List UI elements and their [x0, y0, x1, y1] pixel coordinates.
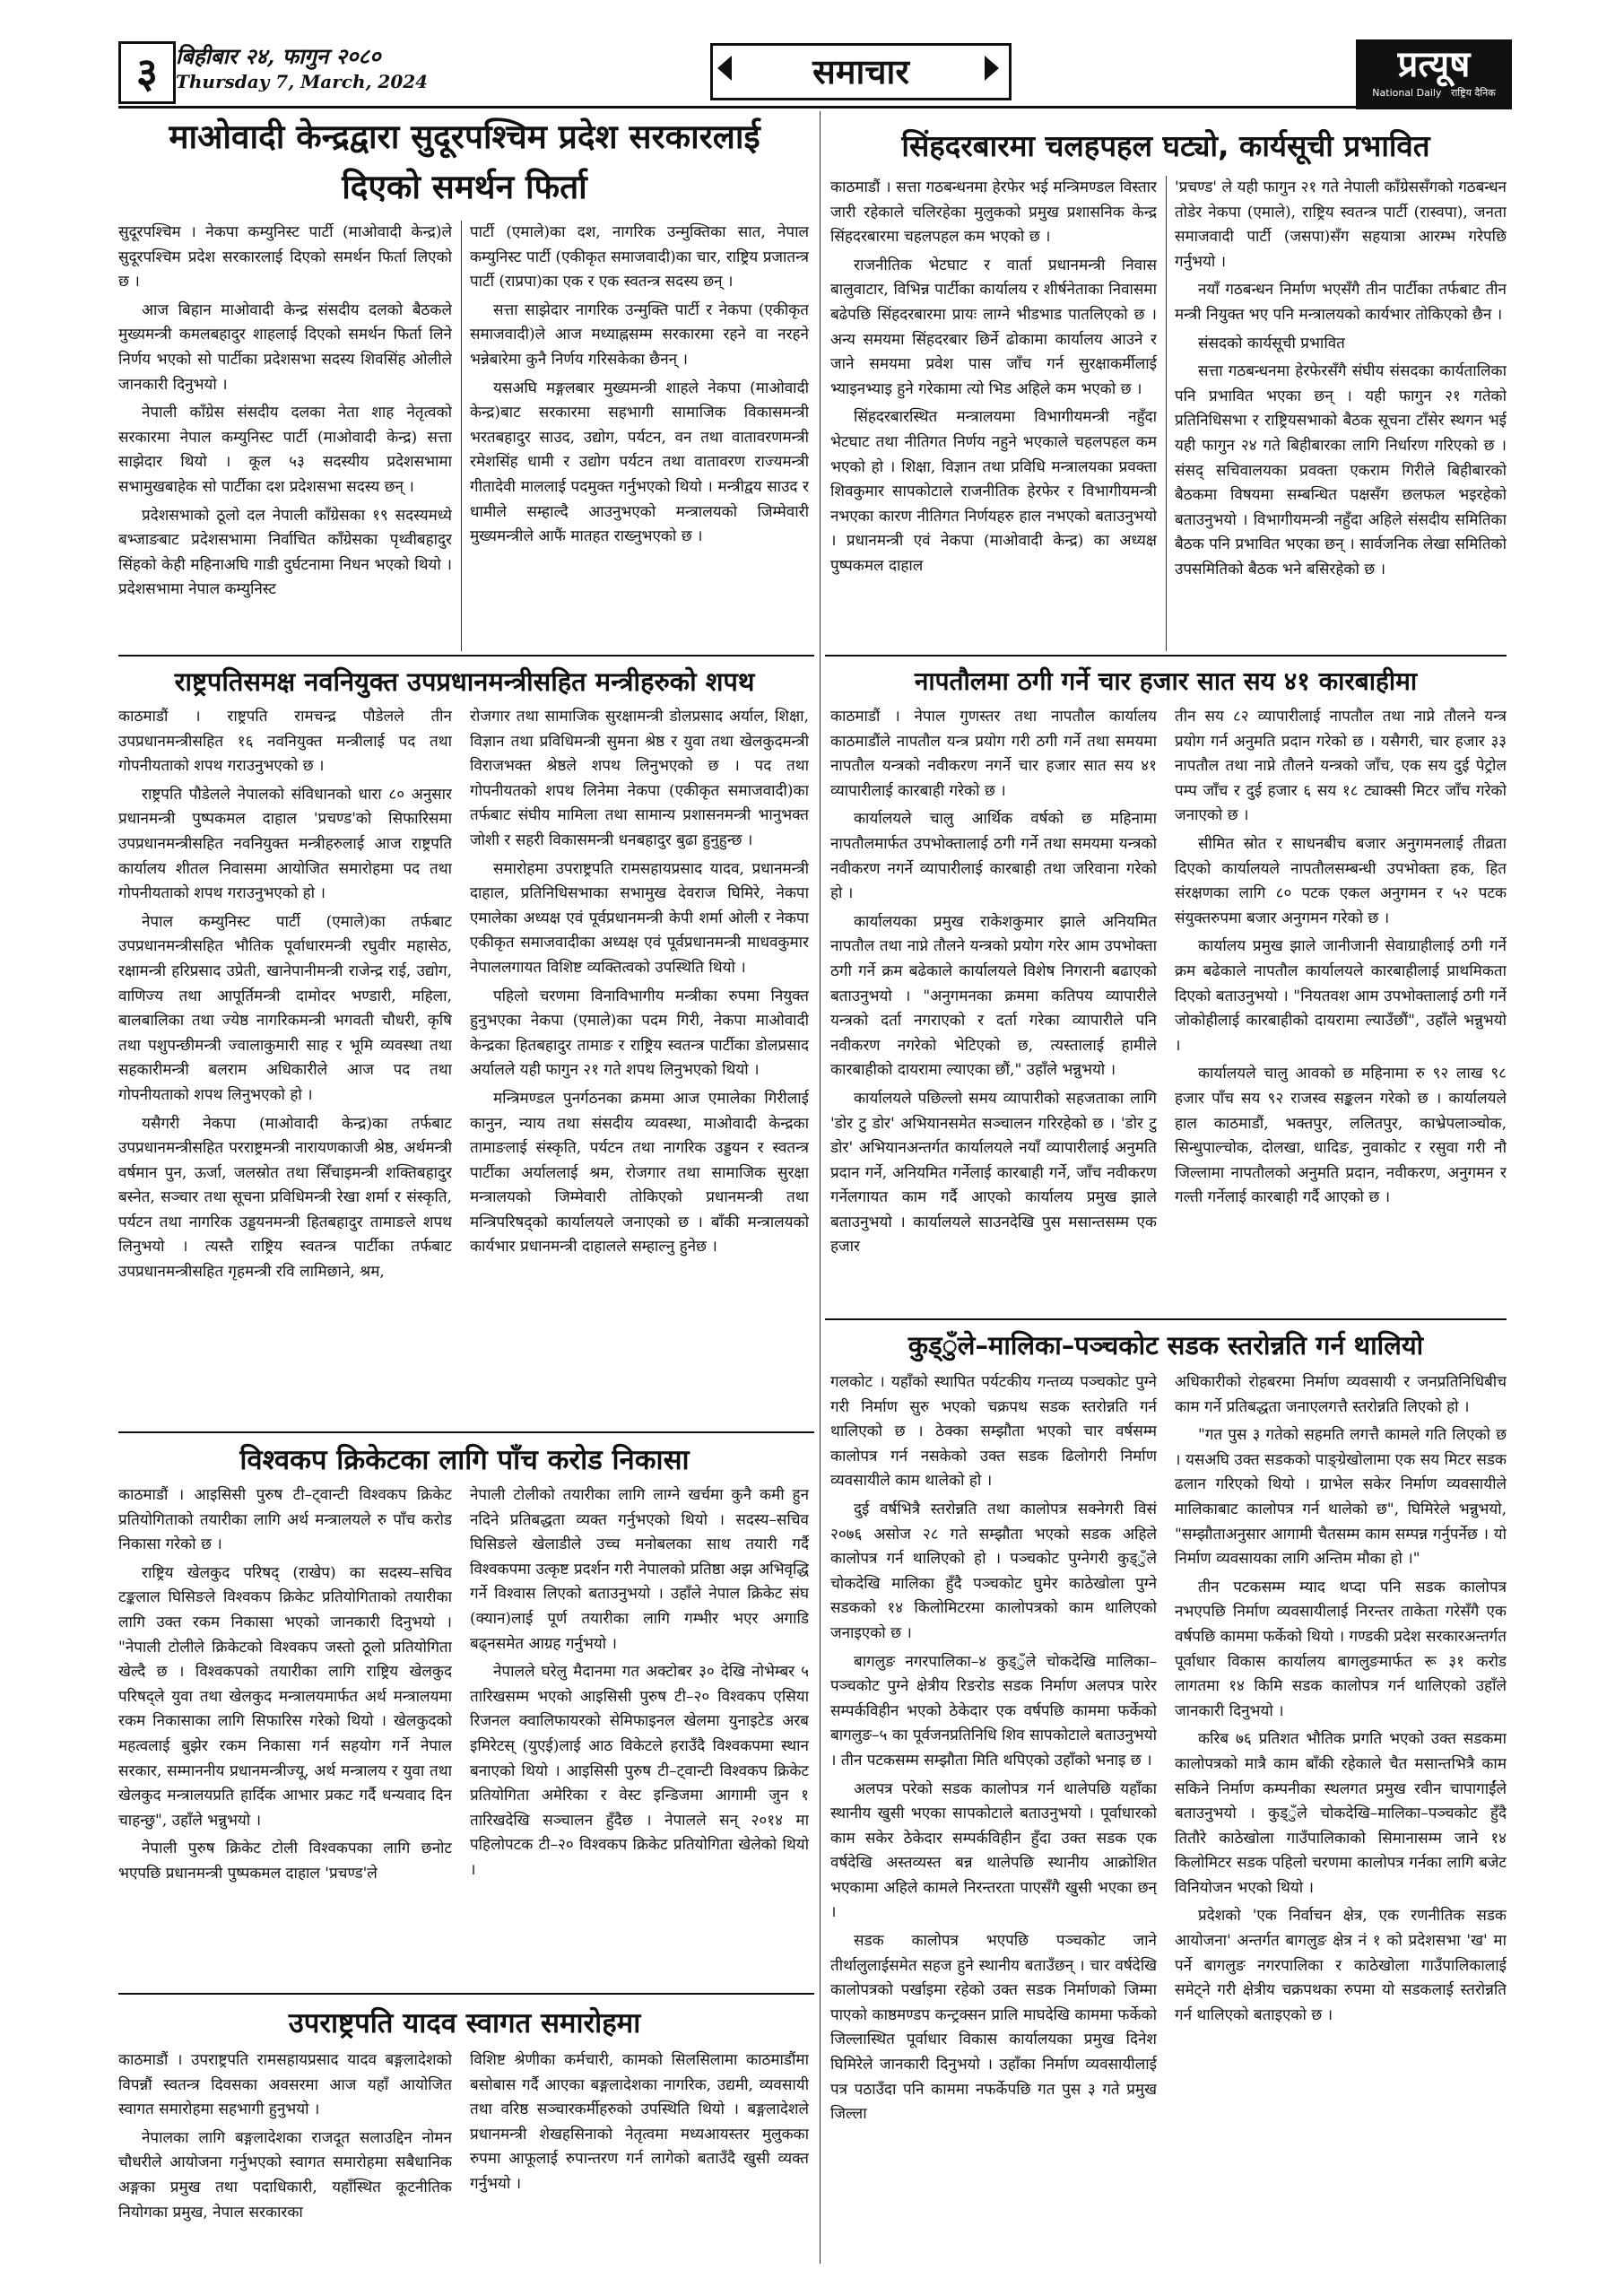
paragraph: प्रदेशसभाको ठूलो दल नेपाली काँग्रेसका १९ सदस्यमध्ये बभ्जाङबाट प्रदेशसभामा निर्वाचित काँग्रेसका पृथ्वीबहादुर सिंहको केही महिनाअघि गाडी दुर्घटनामा निधन भएको थियो । प्रदेशसभामा नेपाल कम्युनिस्ट [118, 506, 452, 599]
logo-text: प्रत्यूष [1397, 44, 1471, 85]
paragraph: दुई वर्षभित्रै स्तरोन्नति तथा कालोपत्र सक्नेगरी विसं २०७६ असोज २८ गते सम्झौता भएको सडक अहिले कालोपत्र गर्न थालिएको हो । पञ्चकोट पुग्नेगरी कुड्ुँले चोकदेखि मालिका हुँदै पञ्चकोट घुमेर काठेखोला पुग्ने सडकको १४ किलोमिटरमा कालोपत्रको काम थालिएको जनाइएको छ । [830, 1500, 1157, 1642]
paragraph: नेपालका लागि बङ्गलादेशका राजदूत सलाउद्दिन नोमन चौधरीले आयोजना गर्नुभएको स्वागत समारोहमा सबैधानिक अङ्गका प्रमुख तथा पदाधिकारी, यहाँस्थित कूटनीतिक नियोगका प्रमुख, नेपाल सरकारका [118, 2128, 452, 2222]
article-column [1175, 705, 1507, 1311]
headline: राष्ट्रपतिसमक्ष नवनियुक्त उपप्रधानमन्त्रीसहित मन्त्रीहरुको शपथ [174, 666, 755, 697]
date-block [176, 41, 428, 92]
paragraph: यसैगरी नेकपा (माओवादी केन्द्र)का तर्फबाट उपप्रधानमन्त्रीसहित परराष्ट्रमन्त्री नारायणकाजी श्रेष्ठ, अर्थमन्त्री वर्षमान पुन, ऊर्जा, जलस्रोत तथा सिँचाइमन्त्री शक्तिबहादुर बस्नेत, सञ्चार तथा सूचना प्रविधिमन्त्री रेखा शर्मा र संस्कृति, पर्यटन तथा नागरिक उड्डयनमन्त्री हितबहादुर तामाङले शपथ लिनुभयो । त्यस्तै राष्ट्रिय स्वतन्त्र पार्टीका तर्फबाट उपप्रधानमन्त्रीसहित गृहमन्त्री रवि लामिछाने, श्रम, [118, 1114, 452, 1282]
paragraph: रोजगार तथा सामाजिक सुरक्षामन्त्री डोलप्रसाद अर्याल, शिक्षा, विज्ञान तथा प्रविधिमन्त्री सुमना श्रेष्ठ र युवा तथा खेलकुदमन्त्री विराजभक्त श्रेष्ठले शपथ लिनुभएको छ । पद तथा गोपनीयतको शपथ लिनेमा नेकपा (एकीकृत समाजवादी)का तर्फबाट संघीय मामिला तथा सामान्य प्रशासनमन्त्री भानुभक्त जोशी र सहरी विकासमन्त्री धनबहादुर बुढा हुनुहुन्छ । [470, 708, 809, 849]
paragraph: नेपाली टोलीको तयारीका लागि लाग्ने खर्चमा कुनै कमी हुन नदिने प्रतिबद्धता व्यक्त गर्नुभएको थियो । सदस्य–सचिव घिसिङले खेलाडीले उच्च मनोबलका साथ तयारी गर्दै विश्वकपमा उत्कृष्ट प्रदर्शन गरी नेपालको प्रतिष्ठा अझ अभिवृद्धि गर्ने विश्वास लिएको बताउनुभयो । उहाँले नेपाल क्रिकेट संघ (क्यान)लाई पूर्ण तयारीका लागि गम्भीर भएर अगाडि बढ्नसमेत आग्रह गर्नुभयो । [470, 1486, 809, 1653]
paragraph: नेपालले घरेलु मैदानमा गत अक्टोबर ३० देखि नोभेम्बर ५ तारिखसम्म भएको आइसिसी पुरुष टी–२० विश्वकप एसिया रिजनल क्वालिफायरको सेमिफाइनल खेलमा युनाइटेड अरब इमिरेटस् (युएई)लाई आठ विकेटले हराउँदै विश्वकपमा स्थान बनाएको थियो । आइसिसी पुरुष टी–ट्वान्टी विश्वकप क्रिकेट प्रतियोगिता अमेरिका र वेस्ट इन्डिजमा आगामी जुन १ तारिखदेखि सञ्चालन हुँदैछ । नेपालले सन् २०१४ मा पहिलोपटक टी–२० विश्वकप क्रिकेट प्रतियोगिता खेलेको थियो । [470, 1663, 809, 1879]
paragraph: नेपाली काँग्रेस संसदीय दलका नेता शाह नेतृत्वको सरकारमा नेपाल कम्युनिस्ट पार्टी (माओवादी केन्द्र) सत्ता साझेदार थियो । कूल ५३ सदस्यीय प्रदेशसभामा सभामुखबाहेक सो पार्टीका दश प्रदेशसभा सदस्य छन् । [118, 404, 452, 496]
logo-sub-right: राष्ट्रिय दैनिक [1450, 87, 1496, 99]
logo-sub-left: National Daily [1372, 87, 1442, 99]
article-column [1175, 176, 1507, 651]
paragraph: राष्ट्रपति पौडेलले नेपालको संविधानको धारा ८० अनुसार प्रधानमन्त्री पुष्पकमल दाहाल 'प्रचण्ड'को सिफारिसमा उपप्रधानमन्त्रीसहित नवनियुक्त मन्त्रीहरुलाई आज राष्ट्रपति कार्यालय शीतल निवासमा आयोजित समारोहमा पद तथा गोपनीयताको शपथ गराउनुभएको हो । [118, 785, 452, 903]
paragraph: कार्यालयले पछिल्लो समय व्यापारीको सहजताका लागि 'डोर टु डोर' अभियानसमेत सञ्चालन गरिरहेको छ । 'डोर टु डोर' अभियानअन्तर्गत कार्यालयले नयाँ व्यापारीलाई अनुमति प्रदान गर्ने, अनियमित गर्नेलाई कारबाही गर्ने, जाँच नवीकरण गर्नेलगायत काम गर्दै आएको कार्यालय प्रमुख झाले बताउनुभयो । कार्यालयले साउनदेखि पुस मसान्तसम्म एक हजार [830, 1089, 1157, 1257]
paragraph: तीन सय ८२ व्यापारीलाई नापतौल तथा नाप्ने तौलने यन्त्र प्रयोग गर्न अनुमति प्रदान गरेको छ । यसैगरी, चार हजार ३३ नापतौल तथा नाप्ने तौलने यन्त्रको जाँच, एक सय दुई पेट्रोल पम्प जाँच र दुई हजार ६ सय १८ ट्याक्सी मिटर जाँच गरेको जनाएको छ । [1175, 708, 1507, 825]
paragraph: राजनीतिक भेटघाट र वार्ता प्रधानमन्त्री निवास बालुवाटार, विभिन्न पार्टीका कार्यालय र शीर्षनेताका निवासमा बढेपछि सिंहदरबारमा प्रायः लाग्ने भीडभाड पातलिएको छ । अन्य समयमा सिंहदरबार छिर्ने ढोकामा कार्यालय आउने र जाने समयमा प्रवेश पास जाँच गर्न सुरक्षाकर्मीलाई भ्याइनभ्याइ हुने गरेकामा त्यो भिड अहिले कम भएको छ । [830, 256, 1157, 398]
arrow-left-icon [717, 56, 732, 81]
paragraph: यसअघि मङ्गलबार मुख्यमन्त्री शाहले नेकपा (माओवादी केन्द्र)बाट सरकारमा सहभागी सामाजिक विकासमन्त्री भरतबहादुर साउद, उद्योग, पर्यटन, वन तथा वातावरणमन्त्री रमेशसिंह धामी र उद्योग पर्यटन तथा वातावरण राज्यमन्त्री गीतादेवी माललाई पदमुक्त गर्नुभएको थियो । मन्त्रीद्वय साउद र धामीले सम्हाल्दै आउनुभएको मन्त्रालयको जिम्मेवारी मुख्यमन्त्रीले आफैं मातहत राख्नुभएको छ । [470, 378, 809, 546]
paragraph: समारोहमा उपराष्ट्रपति रामसहायप्रसाद यादव, प्रधानमन्त्री दाहाल, प्रतिनिधिसभाका सभामुख देवराज घिमिरे, नेकपा एमालेका अध्यक्ष एवं पूर्वप्रधानमन्त्री केपी शर्मा ओली र नेकपा एकीकृत समाजवादीका अध्यक्ष एवं पूर्वप्रधानमन्त्री माधवकुमार नेपाललगायत विशिष्ट व्यक्तित्वको उपस्थिति थियो । [470, 859, 809, 977]
paragraph: बागलुङ नगरपालिका–४ कुड्ुँले चोकदेखि मालिका–पञ्चकोट पुग्ने क्षेत्रीय रिङरोड सडक निर्माण अलपत्र पारेर सम्पर्कविहीन भएको ठेकेदार एक वर्षपछि काममा फर्केको बागलुङ–५ का पूर्वजनप्रतिनिधि शिव सापकोटाले बताउनुभयो । तीन पटकसम्म सम्झौता मिति थपिएको उहाँको भनाइ छ । [830, 1652, 1157, 1770]
article-column [470, 1483, 809, 1982]
paragraph: नेपाली पुरुष क्रिकेट टोली विश्वकपका लागि छनोट भएपछि प्रधानमन्त्री पुष्पकमल दाहाल 'प्रचण्ड'ले [118, 1839, 452, 1883]
paragraph: सडक कालोपत्र भएपछि पञ्चकोट जाने तीर्थालुलाईसमेत सहज हुने स्थानीय बताउँछन् । चार वर्षदेखि कालोपत्रको पर्खाइमा रहेको उक्त सडक निर्माणको जिम्मा पाएको काष्ठमण्डप कन्ट्रक्सन प्रालि माघदेखि काममा फर्केको जिल्लास्थित पूर्वाधार विकास कार्यालयका प्रमुख दिनेश घिमिरेले जानकारी दिनुभयो । उहाँका निर्माण व्यवसायीलाई पत्र पठाउँदा पनि काममा नफर्केपछि गत पुस ३ गते प्रमुख जिल्ला [830, 1932, 1157, 2124]
headline: विश्वकप क्रिकेटका लागि पाँच करोड निकासा [239, 1444, 690, 1476]
paragraph: कार्यालयका प्रमुख राकेशकुमार झाले अनियमित नापतौल तथा नाप्ने तौलने यन्त्रको प्रयोग गरेर आम उपभोक्ता ठगी गर्ने क्रम बढेकाले कार्यालयले विशेष निगरानी बढाएको बताउनुभयो । "अनुगमनका क्रममा कतिपय व्यापारीले यन्त्रको दर्ता नगराएको र दर्ता गरेका व्यापारीले पनि नवीकरण नगरेको भेटिएको छ, त्यस्तालाई हामीले कारबाहीको दायरामा ल्याएका छौं," उहाँले भन्नुभयो । [830, 912, 1157, 1080]
date-english: Thursday 7, March, 2024 [176, 71, 429, 92]
article-divider [118, 1431, 814, 1433]
column-divider [461, 221, 462, 651]
headline-line2: दिएको समर्थन फिर्ता [342, 168, 587, 206]
paragraph: काठमाडौं । सत्ता गठबन्धनमा हेरफेर भई मन्त्रिमण्डल विस्तार जारी रहेकाले चलिरहेका मुलुकको प्रमुख प्रशासनिक केन्द्र सिंहदरबारमा चहलपहल कम भएको छ । [830, 178, 1157, 247]
paragraph: मन्त्रिमण्डल पुनर्गठनका क्रममा आज एमालेका गिरीलाई कानुन, न्याय तथा संसदीय व्यवस्था, माओवादी केन्द्रका तामाङलाई संस्कृति, पर्यटन तथा नागरिक उड्डयन र स्वतन्त्र पार्टीका अर्याललाई श्रम, रोजगार तथा सामाजिक सुरक्षा मन्त्रालयको जिम्मेवारी तोकिएको प्रधानमन्त्री तथा मन्त्रिपरिषद्को कार्यालयले जनाएको छ । बाँकी मन्त्रालयको कार्यभार प्रधानमन्त्री दाहालले सम्हाल्नु हुनेछ । [470, 1089, 809, 1257]
logo-subtitle [1359, 87, 1509, 100]
paragraph: पार्टी (एमाले)का दश, नागरिक उन्मुक्तिका सात, नेपाल कम्युनिस्ट पार्टी (एकीकृत समाजवादी)का चार, राष्ट्रिय प्रजातन्त्र पार्टी (राप्रपा)का एक र एक स्वतन्त्र सदस्य छन् । [470, 223, 809, 291]
headline-line1: माओवादी केन्द्रद्वारा सुदूरपश्चिम प्रदेश सरकारलाई [169, 117, 760, 156]
subheading: संसदको कार्यसूची प्रभावित [1198, 334, 1345, 352]
column-divider [1166, 176, 1167, 651]
article-column [830, 1370, 1157, 2264]
paragraph: तीन पटकसम्म म्याद थप्दा पनि सडक कालोपत्र नभएपछि निर्माण व्यवसायीलाई निरन्तर ताकेता गरेसँगै एक वर्षपछि काममा फर्केको थियो । गण्डकी प्रदेश सरकारअन्तर्गत पूर्वाधार विकास कार्यालय बागलुङमार्फत रू ३१ करोड लागतमा १४ किमि सडक कालोपत्र गर्न थालिएको उहाँले जानकारी दिनुभयो । [1175, 1578, 1507, 1720]
article-column [118, 221, 452, 649]
page-header [118, 41, 1507, 104]
paragraph: सत्ता गठबन्धनमा हेरफेरसँगै संघीय संसदका कार्यतालिका पनि प्रभावित भएका छन् । यही फागुन २१ गतेको प्रतिनिधिसभा र राष्ट्रियसभाको बैठक सूचना टाँसेर स्थगन भई यही फागुन २४ गते बिहीबारका लागि निर्धारण गरिएको छ । संसद् सचिवालयका प्रवक्ता एकराम गिरीले बिहीबारको बैठकमा विषयमा सम्बन्धित पक्षसँग छलफल भइरहेको बताउनुभयो । विभागीयमन्त्री नहुँदा अहिले संसदीय समितिका बैठक पनि प्रभावित भएका छन् । सार्वजनिक लेखा समितिको उपसमितिको बैठक भने बसिरहेको छ । [1175, 362, 1507, 578]
paragraph: 'प्रचण्ड' ले यही फागुन २१ गते नेपाली काँग्रेससँगको गठबन्धन तोडेर नेकपा (एमाले), राष्ट्रिय स्वतन्त्र पार्टी (रास्वपा), जनता समाजवादी पार्टी (जसपा)सँग सहयात्रा आरम्भ गरेपछि गर्नुभयो । [1175, 178, 1507, 271]
headline: सिंहदरबारमा चलहपहल घट्यो, कार्यसूची प्रभावित [901, 128, 1430, 163]
article-column [470, 705, 809, 1422]
paragraph: अधिकारीको रोहबरमा निर्माण व्यवसायी र जनप्रतिनिधिबीच काम गर्ने प्रतिबद्धता जनाएलगत्तै स्तरोन्नति लिएको हो । [1175, 1373, 1507, 1416]
paragraph: सिंहदरबारस्थित मन्त्रालयमा विभागीयमन्त्री नहुँदा भेटघाट तथा नीतिगत निर्णय नहुने भएकाले चहलपहल कम भएको हो । शिक्षा, विज्ञान तथा प्रविधि मन्त्रालयका प्रवक्ता शिवकुमार सापकोटाले राजनीतिक हेरफेर र विभागीयमन्त्री नभएका कारण नीतिगत निर्णयहरु हाल नभएको बताउनुभयो । प्रधानमन्त्री एवं नेकपा (माओवादी केन्द्र) का अध्यक्ष पुष्पकमल दाहाल [830, 408, 1157, 575]
article-divider [118, 1993, 814, 1995]
paragraph: अलपत्र परेको सडक कालोपत्र गर्न थालेपछि यहाँका स्थानीय खुसी भएका सापकोटाले बताउनुभयो । पूर्वाधारको काम सकेर ठेकेदार सम्पर्कविहीन हुँदा उक्त सडक एक वर्षदेखि अस्तव्यस्त बन्न थालेपछि स्थानीय आक्रोशित भएकामा अहिले कामले निरन्तरता पाएसँगै खुसी भएका छन् । [830, 1779, 1157, 1922]
paragraph: विशिष्ट श्रेणीका कर्मचारी, कामको सिलसिलामा काठमाडौंमा बसोबास गर्दै आएका बङ्गलादेशका नागरिक, उद्यमी, व्यवसायी तथा वरिष्ठ सञ्चारकर्मीहरुको उपस्थिति थियो । बङ्गलादेशले प्रधानमन्त्री शेखहसिनाको नेतृत्वमा मध्यआयस्तर मुलुकका रुपमा आफूलाई रुपान्तरण गर्न लागेको बताउँदै खुसी व्यक्त गर्नुभयो । [470, 2051, 809, 2193]
paragraph: काठमाडौं । आइसिसी पुरुष टी–ट्वान्टी विश्वकप क्रिकेट प्रतियोगिताको तयारीका लागि अर्थ मन्त्रालयले रु पाँच करोड निकासा गरेको छ । [118, 1486, 452, 1554]
paragraph: गलकोट । यहाँको स्थापित पर्यटकीय गन्तव्य पञ्चकोट पुग्ने गरी निर्माण सुरु भएको चक्रपथ सडक स्तरोन्नति गर्न थालिएको छ । ठेक्का सम्झौता भएको चार वर्षसम्म कालोपत्र गर्न नसकेको उक्त सडक ढिलोगरी निर्माण व्यवसायीले काम थालेको हो । [830, 1373, 1157, 1491]
paragraph: सीमित स्रोत र साधनबीच बजार अनुगमनलाई तीव्रता दिएको कार्यालयले नापतौलसम्बन्धी उपभोक्ता हक, हित संरक्षणका लागि ८० पटक एकल अनुगमन र ५२ पटक संयुक्तरुपमा बजार अनुगमन गरेको छ । [1175, 834, 1507, 927]
article-divider [825, 655, 1507, 657]
headline: कुड्ुँले–मालिका–पञ्चकोट सडक स्तरोन्नति गर्न थालियो [908, 1330, 1424, 1361]
header-rule [118, 106, 1507, 109]
article-column [830, 176, 1157, 651]
paragraph: नयाँ गठबन्धन निर्माण भएसँगै तीन पार्टीका तर्फबाट तीन मन्त्री नियुक्त भए पनि मन्त्रालयको कार्यभार तोकिएको छैन । [1175, 281, 1507, 324]
article-column [1175, 1370, 1507, 2264]
paragraph: सुदूरपश्चिम । नेकपा कम्युनिस्ट पार्टी (माओवादी केन्द्र)ले सुदूरपश्चिम प्रदेश सरकारलाई दिएको समर्थन फिर्ता लिएको छ । [118, 223, 452, 291]
masthead-logo [1356, 39, 1512, 109]
paragraph: करिब ७६ प्रतिशत भौतिक प्रगति भएको उक्त सडकमा कालोपत्रको मात्रै काम बाँकी रहेकाले चैत मसान्तभित्रै काम सकिने निर्माण कम्पनीका स्थलगत प्रमुख रवीन चापागाईंले बताउनुभयो । कुड्ुँले चोकदेखि–मालिका–पञ्चकोट हुँदै तितौरे काठेखोला गाउँपालिकाको सिमानासम्म जाने १४ किलोमिटर सडक पहिलो चरणमा कालोपत्र गर्नका लागि बजेट विनियोजन भएको थियो । [1175, 1730, 1507, 1897]
article-column [470, 2048, 809, 2260]
date-nepali: बिहीबार २४, फागुन २०८० [176, 43, 381, 69]
article-column [470, 221, 809, 649]
column-divider [820, 111, 821, 2264]
headline: उपराष्ट्रपति यादव स्वागत समारोहमा [288, 2007, 641, 2039]
paragraph: आज बिहान माओवादी केन्द्र संसदीय दलको बैठकले मुख्यमन्त्री कमलबहादुर शाहलाई दिएको समर्थन फिर्ता लिने निर्णय भएको सो पार्टीका प्रदेशसभा सदस्य शिवसिंह ओलीले जानकारी दिनुभयो । [118, 300, 452, 394]
paragraph: पहिलो चरणमा विनाविभागीय मन्त्रीका रुपमा नियुक्त हुनुभएका नेकपा (एमाले)का पदम गिरी, नेकपा माओवादी केन्द्रका हितबहादुर तामाङ र राष्ट्रिय स्वतन्त्र पार्टीका डोलप्रसाद अर्यालले यही फागुन २१ गते शपथ लिनुभएको थियो । [470, 987, 809, 1080]
article-column [118, 705, 452, 1422]
paragraph: नेपाल कम्युनिस्ट पार्टी (एमाले)का तर्फबाट उपप्रधानमन्त्रीसहित भौतिक पूर्वाधारमन्त्री रघुवीर महासेठ, रक्षामन्त्री हरिप्रसाद उप्रेती, खानेपानीमन्त्री राजेन्द्र राई, उद्योग, वाणिज्य तथा आपूर्तिमन्त्री दामोदर भण्डारी, महिला, बालबालिका तथा ज्येष्ठ नागरिकमन्त्री भगवती चौधरी, कृषि तथा पशुपन्छीमन्त्री ज्वालाकुमारी साह र भूमि व्यवस्था तथा सहकारीमन्त्री बलराम अधिकारीले आज पद तथा गोपनीयताको शपथ लिनुभएको हो । [118, 912, 452, 1104]
article-column [118, 1483, 452, 1982]
article-column [830, 705, 1157, 1311]
paragraph: राष्ट्रिय खेलकुद परिषद् (राखेप) का सदस्य–सचिव टङ्कलाल घिसिङले विश्वकप क्रिकेट प्रतियोगिताको तयारीका लागि उक्त रकम निकासा भएको जानकारी दिनुभयो । "नेपाली टोलीले क्रिकेटको विश्वकप जस्तो ठूलो प्रतियोगिता खेल्दै छ । विश्वकपको तयारीका लागि राष्ट्रिय खेलकुद परिषद्ले युवा तथा खेलकुद मन्त्रालयमार्फत अर्थ मन्त्रालयमा रकम निकासाका लागि सिफारिस गरेको थियो । खेलकुदको महत्वलाई बुझेर रकम निकासा गर्न सहयोग गर्ने नेपाल सरकार, सम्माननीय प्रधानमन्त्रीज्यू, अर्थ मन्त्रालय र युवा तथा खेलकुद मन्त्रालयप्रति हार्दिक आभार प्रकट गर्दै धन्यवाद दिन चाहन्छु", उहाँले भन्नुभयो । [118, 1563, 452, 1830]
paragraph: प्रदेशको 'एक निर्वाचन क्षेत्र, एक रणनीतिक सडक आयोजना' अन्तर्गत बागलुङ क्षेत्र नं १ को प्रदेशसभा 'ख' मा पर्ने बागलुङ नगरपालिका र काठेखोला गाउँपालिकालाई समेट्ने गरी क्षेत्रीय चक्रपथका रुपमा यो सडकलाई स्तरोन्नति गर्न थालिएको बताइएको छ । [1175, 1907, 1507, 2024]
section-title: समाचार [710, 43, 1012, 100]
paragraph: कार्यालयले चालु आवको छ महिनामा रु ९२ लाख ९८ हजार पाँच सय ९२ राजस्व सङ्कलन गरेको छ । कार्यालयले हाल काठमाडौं, भक्तपुर, ललितपुर, काभ्रेपलाञ्चोक, सिन्धुपाल्चोक, दोलखा, धादिङ, नुवाकोट र रसुवा गरी नौ जिल्लामा नापतौलको अनुमति प्रदान, नवीकरण, अनुगमन र गल्ती गर्नेलाई कारबाही गर्दै आएको छ । [1175, 1065, 1507, 1207]
paragraph: कार्यालय प्रमुख झाले जानीजानी सेवाग्राहीलाई ठगी गर्ने क्रम बढेकाले नापतौल कार्यालयले कारबाहीलाई प्राथमिकता दिएको बताउनुभयो । "नियतवश आम उपभोक्तालाई ठगी गर्ने जोकोहीलाई कारबाहीको दायरामा ल्याउँछौं", उहाँले भन्नुभयो । [1175, 937, 1507, 1055]
paragraph: सत्ता साझेदार नागरिक उन्मुक्ति पार्टी र नेकपा (एकीकृत समाजवादी)ले आज मध्याह्नसम्म सरकारमा रहने वा नरहने भन्नेबारेमा कुनै निर्णय गरिसकेका छैनन् । [470, 300, 809, 369]
paragraph: काठमाडौं । उपराष्ट्रपति रामसहायप्रसाद यादव बङ्गलादेशको विपन्नौं स्वतन्त्र दिवसका अवसरमा आज यहाँ आयोजित स्वागत समारोहमा सहभागी हुनुभयो । [118, 2051, 452, 2119]
paragraph: "गत पुस ३ गतेको सहमति लगत्तै कामले गति लिएको छ । यसअघि उक्त सडकको पाङ्ग्रेखोलामा एक सय मिटर सडक ढलान गरिएको थियो । ग्राभेल सकेर निर्माण व्यवसायीले मालिकाबाट कालोपत्र गर्न थालेको छ", घिमिरेले भन्नुभयो, "सम्झौताअनुसार आगामी चैतसम्म काम सम्पन्न गर्नुपर्नेछ । यो निर्माण व्यवसायका लागि अन्तिम मौका हो ।" [1175, 1426, 1507, 1569]
paragraph: कार्यालयले चालु आर्थिक वर्षको छ महिनामा नापतौलमार्फत उपभोक्तालाई ठगी गर्ने तथा समयमा यन्त्रको नवीकरण नगर्ने व्यापारीलाई कारबाही तथा जरिवाना गरेको हो । [830, 810, 1157, 903]
article-divider [118, 655, 814, 657]
article-divider [825, 1318, 1507, 1320]
headline: नापतौलमा ठगी गर्ने चार हजार सात सय ४१ कारबाहीमा [914, 666, 1418, 696]
arrow-right-icon [985, 56, 999, 81]
page-number: ३ [118, 41, 176, 104]
article-column [118, 2048, 452, 2260]
paragraph: काठमाडौं । राष्ट्रपति रामचन्द्र पौडेलले तीन उपप्रधानमन्त्रीसहित १६ नवनियुक्त मन्त्रीलाई पद तथा गोपनीयताको शपथ गराउनुभएको छ । [118, 708, 452, 776]
paragraph: काठमाडौं । नेपाल गुणस्तर तथा नापतौल कार्यालय काठमाडौंले नापतौल यन्त्र प्रयोग गरी ठगी गर्ने तथा समयमा नापतौल यन्त्रको नवीकरण नगर्ने चार हजार सात सय ४१ व्यापारीलाई कारबाही गरेको छ । [830, 708, 1157, 800]
